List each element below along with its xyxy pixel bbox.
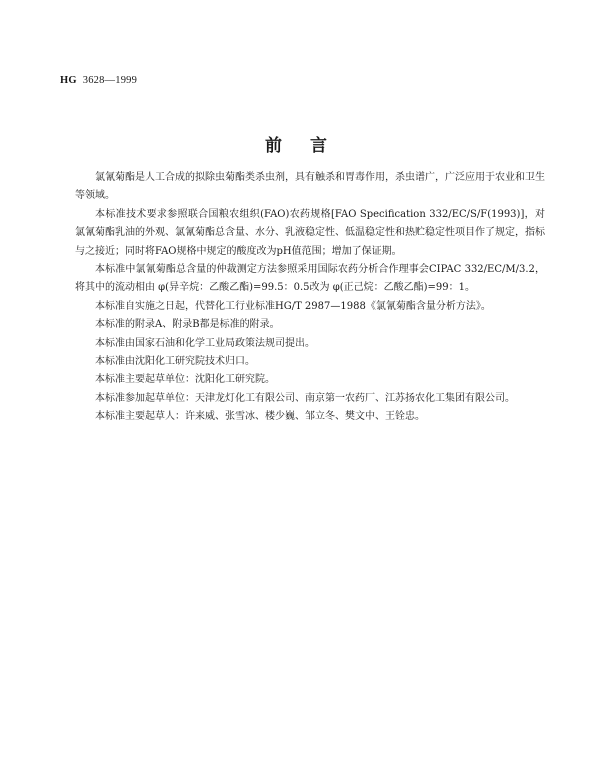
paragraph-appendix: 本标准的附录A、附录B都是标准的附录。 (95, 319, 280, 331)
page-title: 前言 (265, 136, 355, 156)
paragraph-main-drafter-unit: 本标准主要起草单位：沈阳化工研究院。 (95, 374, 275, 386)
foreword-body (75, 169, 545, 427)
paragraph-replacement: 本标准自实施之日起，代替化工行业标准HG/T 2987—1988《氯氰菊酯含量分析方法》。 (95, 300, 491, 312)
standard-code (60, 75, 137, 86)
standard-prefix: HG (60, 75, 77, 86)
paragraph-proposer: 本标准由国家石油和化学工业局政策法规司提出。 (95, 337, 315, 349)
paragraph-intro: 氯氰菊酯是人工合成的拟除虫菊酯类杀虫剂，具有触杀和胃毒作用，杀虫谱广，广泛应用于农业和卫生等领域。 (75, 172, 545, 202)
standard-number: 3628—1999 (82, 75, 138, 86)
paragraph-drafters: 本标准主要起草人：许来威、张雪冰、楼少巍、邹立冬、樊文中、王铨忠。 (95, 411, 425, 423)
paragraph-participating-units: 本标准参加起草单位：天津龙灯化工有限公司、南京第一农药厂、江苏扬农化工集团有限公司。 (95, 392, 515, 404)
paragraph-test-method: 本标准中氯氰菊酯总含量的仲裁测定方法参照采用国际农药分析合作理事会CIPAC 332/EC/M/3.2，将其中的流动相由 φ(异辛烷：乙酸乙酯)=99.5：0.5改为 φ(正己烷：乙酸乙酯)=99：1。 (75, 264, 545, 294)
paragraph-centralized: 本标准由沈阳化工研究院技术归口。 (95, 356, 255, 368)
paragraph-technical-requirements: 本标准技术要求参照联合国粮农组织(FAO)农药规格[FAO Specification 332/EC/S/F(1993)]，对氯氰菊酯乳油的外观、氯氰菊酯总含量、水分、乳液稳定性、低温稳定性和热贮稳定性项目作了规定，指标与之接近；同时将FAO规格中规定的酸度改为pH值范围；增加了保证期。 (75, 208, 545, 257)
